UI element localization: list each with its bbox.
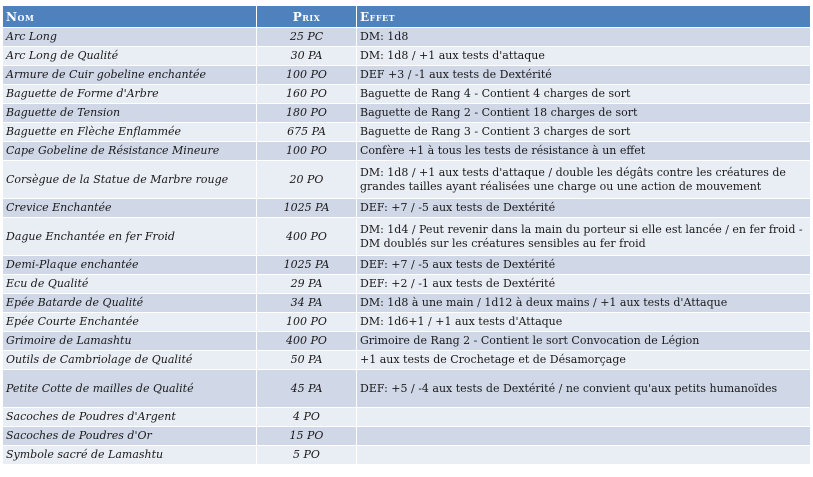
table-row xyxy=(3,313,811,332)
item-name-cell: Sacoches de Poudres d'Or xyxy=(3,427,257,446)
table-row xyxy=(3,332,811,351)
item-price-cell: 15 PO xyxy=(257,427,357,446)
item-price-cell: 50 PA xyxy=(257,351,357,370)
item-price-cell: 675 PA xyxy=(257,123,357,142)
item-effect-cell xyxy=(357,427,811,446)
item-name-cell: Dague Enchantée en fer Froid xyxy=(3,218,257,256)
item-price-cell: 160 PO xyxy=(257,85,357,104)
table-row xyxy=(3,66,811,85)
item-name-cell: Arc Long xyxy=(3,28,257,47)
table-header-row xyxy=(3,6,811,28)
item-effect-cell: DM: 1d8 à une main / 1d12 à deux mains / +1 aux tests d'Attaque xyxy=(357,294,811,313)
table-row xyxy=(3,408,811,427)
item-name-cell: Corsègue de la Statue de Marbre rouge xyxy=(3,161,257,199)
table-row xyxy=(3,446,811,465)
item-price-cell: 100 PO xyxy=(257,66,357,85)
item-name-cell: Cape Gobeline de Résistance Mineure xyxy=(3,142,257,161)
item-effect-cell: Baguette de Rang 4 - Contient 4 charges de sort xyxy=(357,85,811,104)
item-name-cell: Ecu de Qualité xyxy=(3,275,257,294)
item-effect-cell: DEF: +7 / -5 aux tests de Dextérité xyxy=(357,256,811,275)
item-price-cell: 20 PO xyxy=(257,161,357,199)
table-row xyxy=(3,275,811,294)
header-price: Prix xyxy=(257,6,357,28)
item-effect-cell: DM: 1d8 / +1 aux tests d'attaque / double les dégâts contre les créatures de grandes tailles ayant réalisées une charge ou une action de mouvement xyxy=(357,161,811,199)
table-row xyxy=(3,161,811,199)
table-row xyxy=(3,351,811,370)
table-body xyxy=(3,28,811,465)
item-price-cell: 30 PA xyxy=(257,47,357,66)
item-name-cell: Outils de Cambriolage de Qualité xyxy=(3,351,257,370)
item-effect-cell: Baguette de Rang 3 - Contient 3 charges de sort xyxy=(357,123,811,142)
item-effect-cell xyxy=(357,408,811,427)
item-name-cell: Grimoire de Lamashtu xyxy=(3,332,257,351)
item-name-cell: Symbole sacré de Lamashtu xyxy=(3,446,257,465)
item-name-cell: Epée Batarde de Qualité xyxy=(3,294,257,313)
table-row xyxy=(3,85,811,104)
table-row xyxy=(3,142,811,161)
item-price-cell: 4 PO xyxy=(257,408,357,427)
table-row xyxy=(3,104,811,123)
item-name-cell: Epée Courte Enchantée xyxy=(3,313,257,332)
item-name-cell: Baguette de Forme d'Arbre xyxy=(3,85,257,104)
item-table-container xyxy=(2,5,811,465)
table-row xyxy=(3,427,811,446)
item-effect-cell: DEF: +7 / -5 aux tests de Dextérité xyxy=(357,199,811,218)
item-name-cell: Baguette de Tension xyxy=(3,104,257,123)
table-row xyxy=(3,123,811,142)
item-price-cell: 5 PO xyxy=(257,446,357,465)
item-price-cell: 100 PO xyxy=(257,313,357,332)
item-table xyxy=(2,5,811,465)
item-price-cell: 1025 PA xyxy=(257,256,357,275)
item-effect-cell: DEF: +5 / -4 aux tests de Dextérité / ne convient qu'aux petits humanoïdes xyxy=(357,370,811,408)
table-row xyxy=(3,28,811,47)
item-name-cell: Petite Cotte de mailles de Qualité xyxy=(3,370,257,408)
table-row xyxy=(3,218,811,256)
item-price-cell: 100 PO xyxy=(257,142,357,161)
item-name-cell: Demi-Plaque enchantée xyxy=(3,256,257,275)
item-name-cell: Armure de Cuir gobeline enchantée xyxy=(3,66,257,85)
table-row xyxy=(3,47,811,66)
item-price-cell: 45 PA xyxy=(257,370,357,408)
item-price-cell: 34 PA xyxy=(257,294,357,313)
header-effect: Effet xyxy=(357,6,811,28)
item-effect-cell: Confère +1 à tous les tests de résistance à un effet xyxy=(357,142,811,161)
item-name-cell: Crevice Enchantée xyxy=(3,199,257,218)
item-name-cell: Baguette en Flèche Enflammée xyxy=(3,123,257,142)
item-price-cell: 29 PA xyxy=(257,275,357,294)
item-effect-cell: Grimoire de Rang 2 - Contient le sort Convocation de Légion xyxy=(357,332,811,351)
item-name-cell: Arc Long de Qualité xyxy=(3,47,257,66)
item-effect-cell: DM: 1d6+1 / +1 aux tests d'Attaque xyxy=(357,313,811,332)
table-row xyxy=(3,370,811,408)
item-effect-cell: DEF: +2 / -1 aux tests de Dextérité xyxy=(357,275,811,294)
item-effect-cell: DM: 1d4 / Peut revenir dans la main du porteur si elle est lancée / en fer froid - DM doublés sur les créatures sensibles au fer froid xyxy=(357,218,811,256)
item-effect-cell: DM: 1d8 / +1 aux tests d'attaque xyxy=(357,47,811,66)
item-price-cell: 180 PO xyxy=(257,104,357,123)
table-row xyxy=(3,256,811,275)
table-row xyxy=(3,294,811,313)
item-effect-cell: DM: 1d8 xyxy=(357,28,811,47)
item-name-cell: Sacoches de Poudres d'Argent xyxy=(3,408,257,427)
item-price-cell: 1025 PA xyxy=(257,199,357,218)
item-price-cell: 400 PO xyxy=(257,218,357,256)
item-effect-cell: Baguette de Rang 2 - Contient 18 charges de sort xyxy=(357,104,811,123)
item-price-cell: 25 PC xyxy=(257,28,357,47)
item-price-cell: 400 PO xyxy=(257,332,357,351)
item-effect-cell: DEF +3 / -1 aux tests de Dextérité xyxy=(357,66,811,85)
header-name: Nom xyxy=(3,6,257,28)
item-effect-cell: +1 aux tests de Crochetage et de Désamorçage xyxy=(357,351,811,370)
table-row xyxy=(3,199,811,218)
item-effect-cell xyxy=(357,446,811,465)
